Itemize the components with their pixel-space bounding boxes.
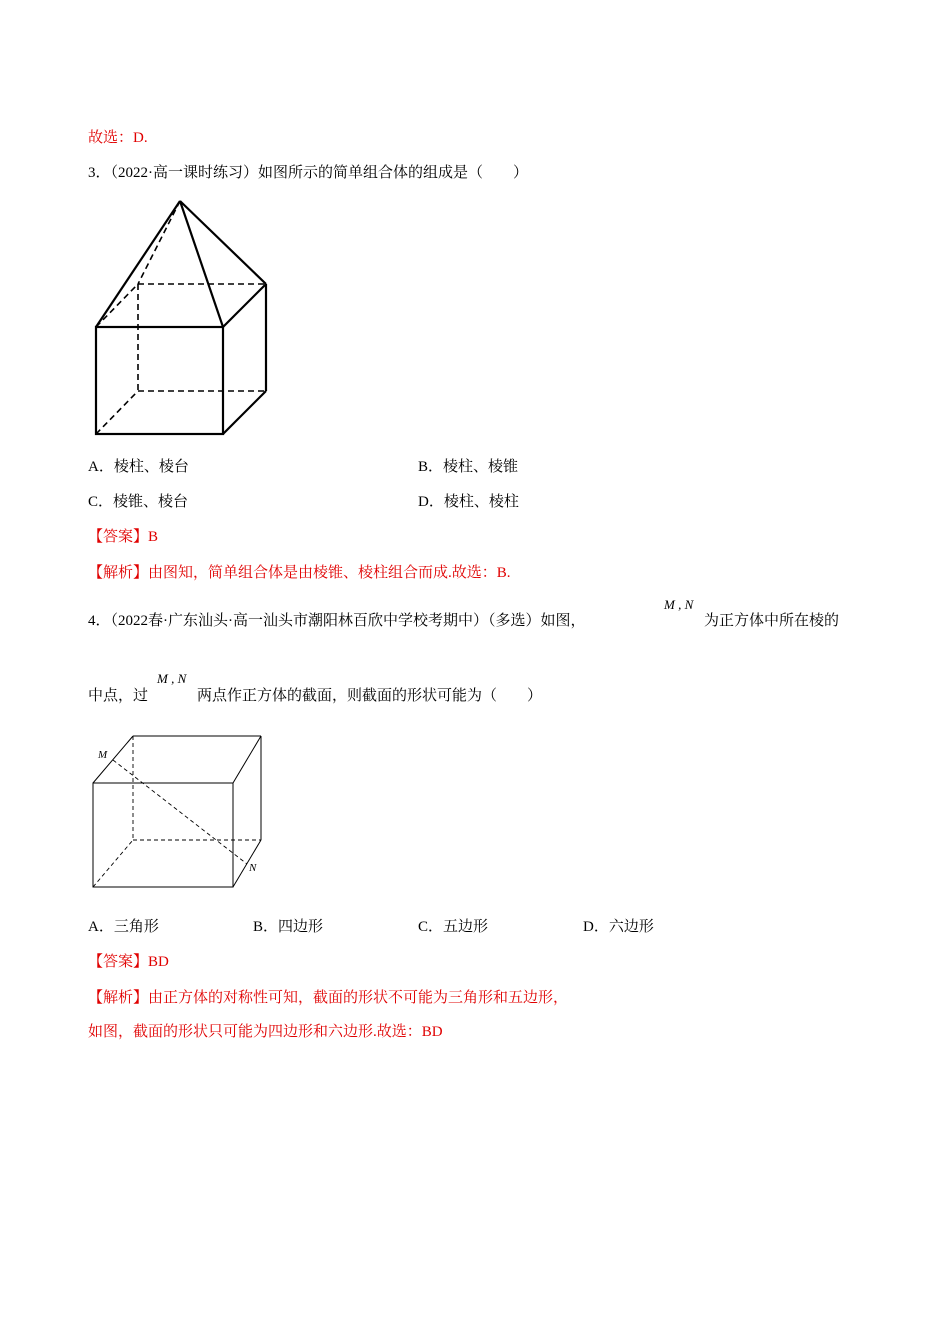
q4-analysis-line2: 如图，截面的形状只可能为四边形和六边形.故选：BD: [88, 1024, 443, 1040]
question-3-stem: [88, 163, 528, 183]
question-source: （2022春·广东汕头·高一汕头市潮阳林百欣中学校考期中）（多选）如图，: [110, 613, 586, 629]
question-number: 3．: [88, 165, 111, 181]
question-4-stem-line1: [88, 611, 586, 631]
question-4-stem-line2-start: 中点，过: [88, 688, 149, 704]
q3-option-d[interactable]: D．棱柱、棱柱: [418, 494, 519, 510]
hidden-edge-bottom-left: [96, 391, 138, 434]
analysis-text: 由正方体的对称性可知，截面的形状不可能为三角形和五边形，: [148, 990, 569, 1006]
point-m-label: M: [98, 749, 108, 761]
q3-answer: [88, 527, 158, 547]
answer-label: 【答案】: [88, 954, 149, 970]
question-text: 如图所示的简单组合体的组成是（ ）: [258, 165, 529, 181]
q4-option-b[interactable]: B．四边形: [253, 919, 324, 935]
answer-value: BD: [148, 954, 169, 970]
prism-front-face: [96, 327, 223, 434]
mn-label-line2: M , N: [157, 671, 187, 686]
q3-option-a[interactable]: A．棱柱、棱台: [88, 459, 189, 475]
figure-prism-pyramid: [85, 195, 285, 445]
analysis-label: 【解析】: [88, 565, 149, 581]
answer-value: B: [148, 529, 159, 545]
question-4-stem-line2-end: 两点作正方体的截面，则截面的形状可能为（ ）: [197, 688, 543, 704]
prism-top-right-edge: [223, 284, 266, 327]
analysis-text: 由图知，简单组合体是由棱锥、棱柱组合而成.故选：B.: [148, 565, 511, 581]
question-4-stem-tail: 为正方体中所在棱的: [704, 613, 840, 629]
pyramid-edge-front-right: [180, 201, 223, 327]
prism-bottom-right-edge: [223, 391, 266, 434]
q4-analysis-line1: [88, 988, 568, 1008]
previous-answer: 故选：D.: [88, 130, 148, 146]
cube-hidden-bottom-left: [93, 840, 133, 887]
cube-top-right-edge: [233, 736, 261, 783]
q4-option-c[interactable]: C．五边形: [418, 919, 489, 935]
q4-answer: [88, 952, 169, 972]
q3-option-c[interactable]: C．棱锥、棱台: [88, 494, 189, 510]
q3-analysis: [88, 563, 511, 583]
mn-label-line1: M , N: [664, 597, 694, 612]
q3-option-b[interactable]: B．棱柱、棱锥: [418, 459, 519, 475]
analysis-label: 【解析】: [88, 990, 149, 1006]
question-source: （2022·高一课时练习）: [110, 165, 259, 181]
figure-cube-mn: [88, 730, 278, 895]
pyramid-edge-back-right: [180, 201, 266, 284]
q4-option-a[interactable]: A．三角形: [88, 919, 159, 935]
point-n-label: N: [249, 862, 257, 874]
q4-option-d[interactable]: D．六边形: [583, 919, 654, 935]
hidden-edge-apex: [138, 201, 180, 284]
question-number: 4．: [88, 613, 111, 629]
hidden-edge-top-left: [96, 284, 138, 327]
segment-mn: [113, 760, 247, 864]
answer-label: 【答案】: [88, 529, 149, 545]
